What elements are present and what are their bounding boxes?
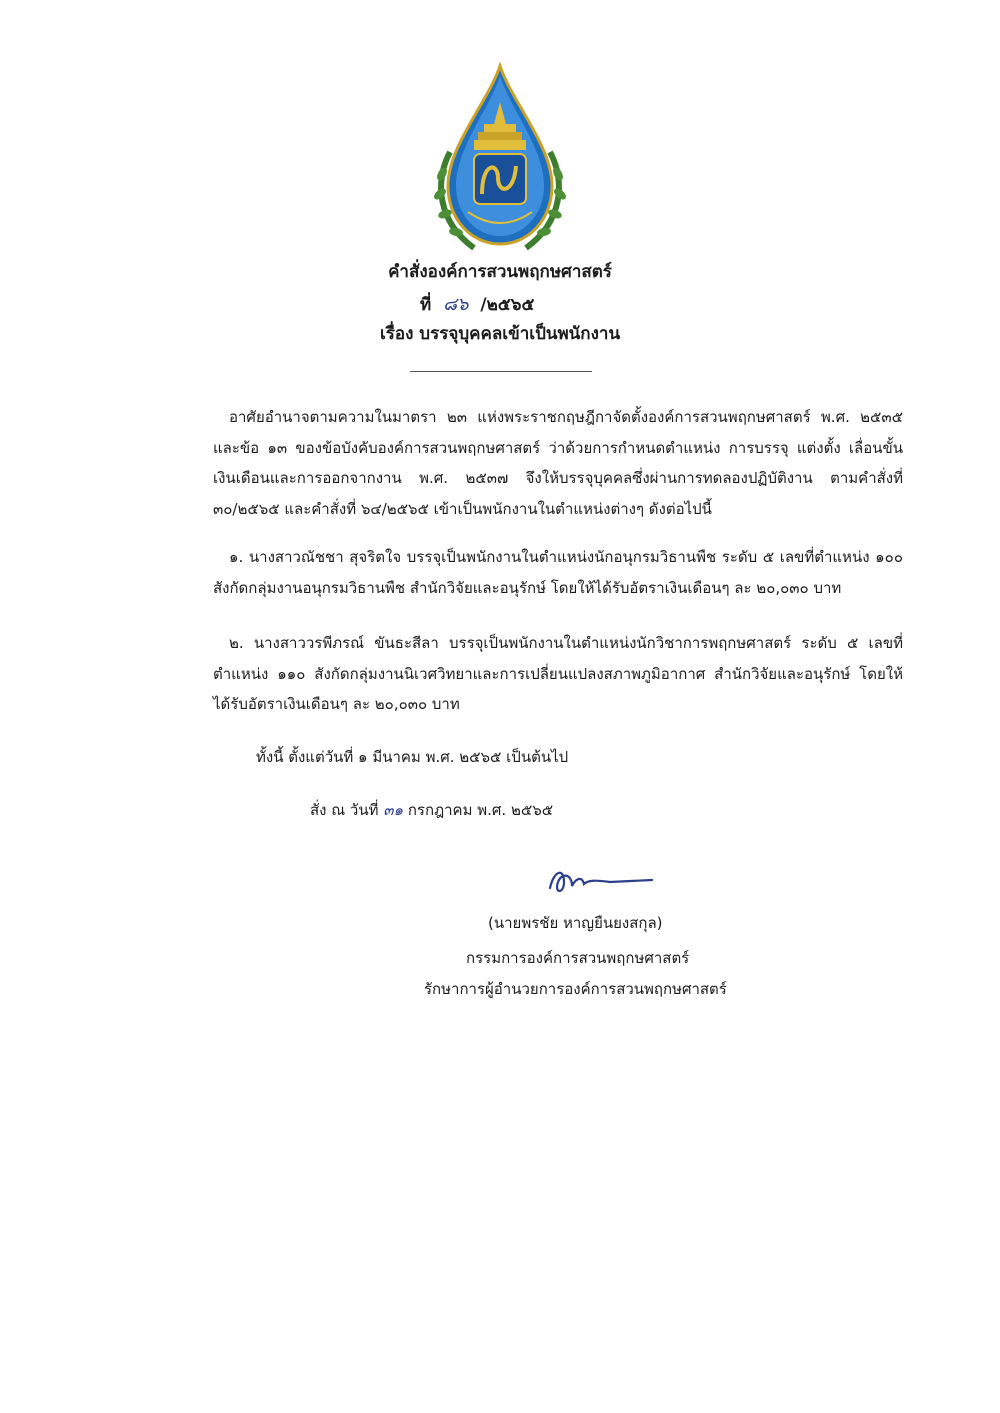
appointee-item-1: ๑. นางสาวณัชชา สุจริตใจ บรรจุเป็นพนักงานในตำแหน่งนักอนุกรมวิธานพืช ระดับ ๕ เลขที่ตำแหน่ง ๑๐๐ สังกัดกลุ่มงานอนุกรมวิธานพืช สำนักวิจัยและอนุรักษ์ โดยให้ได้รับอัตราเงินเดือนๆ ละ ๒๐,๐๓๐ บาท: [213, 548, 903, 597]
appointee-item-2: ๒. นางสาววรพีภรณ์ ขันธะสีลา บรรจุเป็นพนักงานในตำแหน่งนักวิชาการพฤกษศาสตร์ ระดับ ๕ เลขที่ตำแหน่ง ๑๑๐ สังกัดกลุ่มงานนิเวศวิทยาและการเปลี่ยนแปลงสภาพภูมิอากาศ สำนักวิจัยและอนุรักษ์ โดยให้ได้รับอัตราเงินเดือนๆ ละ ๒๐,๐๓๐ บาท: [213, 634, 903, 713]
preamble-paragraph: อาศัยอำนาจตามความในมาตรา ๒๓ แห่งพระราชกฤษฎีกาจัดตั้งองค์การสวนพฤกษศาสตร์ พ.ศ. ๒๕๓๕ และข้อ ๑๓ ของข้อบังคับองค์การสวนพฤกษศาสตร์ ว่าด้วยการกำหนดตำแหน่ง การบรรจุ แต่งตั้ง เลื่อนขั้นเงินเดือนและการออกจากงาน พ.ศ. ๒๕๓๗ จึงให้บรรจุบุคคลซึ่งผ่านการทดลองปฏิบัติงาน ตามคำสั่งที่ ๓๐/๒๕๖๕ และคำสั่งที่ ๖๔/๒๕๖๕ เข้าเป็นพนักงานในตำแหน่งต่างๆ ดังต่อไปนี้: [213, 408, 903, 518]
signatory-position-1: กรรมการองค์การสวนพฤกษศาสตร์: [466, 949, 690, 967]
signed-date-rest: กรกฎาคม พ.ศ. ๒๕๖๕: [407, 801, 554, 819]
order-number-handwritten: ๘๖: [443, 294, 469, 315]
signatory-name: (นายพรชัย หาญยืนยงสกุล): [488, 914, 663, 932]
order-number: [420, 289, 720, 318]
signatory-position-2: รักษาการผู้อำนวยการองค์การสวนพฤกษศาสตร์: [424, 980, 727, 998]
signed-day-handwritten: ๓๑: [383, 801, 404, 819]
handwritten-signature: [540, 860, 660, 900]
header-divider: [410, 371, 592, 372]
effective-date: ทั้งนี้ ตั้งแต่วันที่ ๑ มีนาคม พ.ศ. ๒๕๖๕ เป็นต้นไป: [256, 748, 569, 766]
signed-date-prefix: สั่ง ณ วันที่: [310, 801, 379, 819]
signed-date: [310, 798, 553, 822]
order-number-prefix: ที่: [420, 295, 432, 315]
order-subject: เรื่อง บรรจุบุคคลเข้าเป็นพนักงาน: [379, 324, 621, 344]
organization-logo: [428, 62, 572, 260]
order-number-suffix: /๒๕๖๕: [480, 295, 535, 315]
order-title: คำสั่งองค์การสวนพฤกษศาสตร์: [388, 262, 612, 282]
